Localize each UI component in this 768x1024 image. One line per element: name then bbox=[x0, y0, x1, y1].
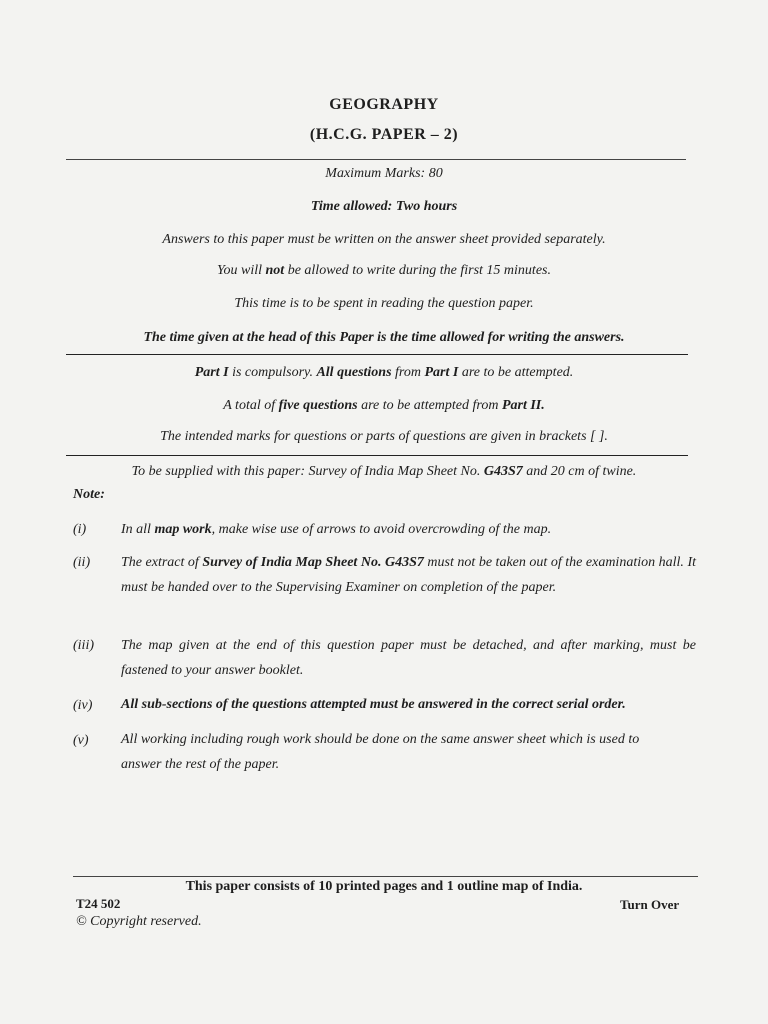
note-number: (iii) bbox=[73, 638, 94, 653]
time-head-instruction: The time given at the head of this Paper is the time allowed for writing the answers. bbox=[143, 330, 625, 345]
note-number: (iv) bbox=[73, 698, 93, 713]
no-writing-instruction: You will not be allowed to write during the first 15 minutes. bbox=[217, 263, 551, 278]
note-item: The extract of Survey of India Map Sheet No. G43S7 must not be taken out of the examination hall. It must be handed over to the Supervising Examiner on completion of the paper. bbox=[121, 555, 697, 595]
note-item: All working including rough work should be done on the same answer sheet which is used to answer the rest of the paper. bbox=[121, 732, 640, 772]
paper-code: T24 502 bbox=[76, 896, 121, 911]
paper-title: (H.C.G. PAPER – 2) bbox=[309, 126, 459, 143]
note-number: (v) bbox=[73, 733, 89, 748]
instructions-rule bbox=[66, 354, 688, 355]
marks-brackets-instruction: The intended marks for questions or parts of questions are given in brackets [ ]. bbox=[160, 429, 608, 444]
note-item: In all map work, make wise use of arrows to avoid overcrowding of the map. bbox=[121, 522, 552, 537]
answer-sheet-instruction: Answers to this paper must be written on the answer sheet provided separately. bbox=[162, 232, 606, 247]
page-count-statement: This paper consists of 10 printed pages and 1 outline map of India. bbox=[185, 879, 583, 894]
copyright-notice: © Copyright reserved. bbox=[76, 914, 202, 929]
parts-rule bbox=[66, 455, 688, 456]
supply-instruction: To be supplied with this paper: Survey of India Map Sheet No. G43S7 and 20 cm of twine. bbox=[131, 464, 637, 479]
header-rule bbox=[66, 159, 686, 160]
footer-rule bbox=[73, 876, 698, 877]
part-two-instruction: A total of five questions are to be attempted from Part II. bbox=[223, 398, 545, 413]
part-one-instruction: Part I is compulsory. All questions from Part I are to be attempted. bbox=[194, 365, 574, 380]
reading-time-instruction: This time is to be spent in reading the question paper. bbox=[234, 296, 534, 311]
note-label: Note: bbox=[73, 487, 105, 502]
note-item: The map given at the end of this question paper must be detached, and after marking, must be fastened to your answer booklet. bbox=[121, 638, 696, 678]
note-number: (ii) bbox=[73, 555, 91, 570]
note-item: All sub-sections of the questions attempted must be answered in the correct serial order. bbox=[121, 697, 626, 712]
time-allowed: Time allowed: Two hours bbox=[310, 199, 458, 214]
maximum-marks: Maximum Marks: 80 bbox=[325, 166, 443, 181]
note-number: (i) bbox=[73, 522, 87, 537]
turn-over-label: Turn Over bbox=[620, 897, 680, 912]
subject-title: GEOGRAPHY bbox=[329, 96, 439, 113]
